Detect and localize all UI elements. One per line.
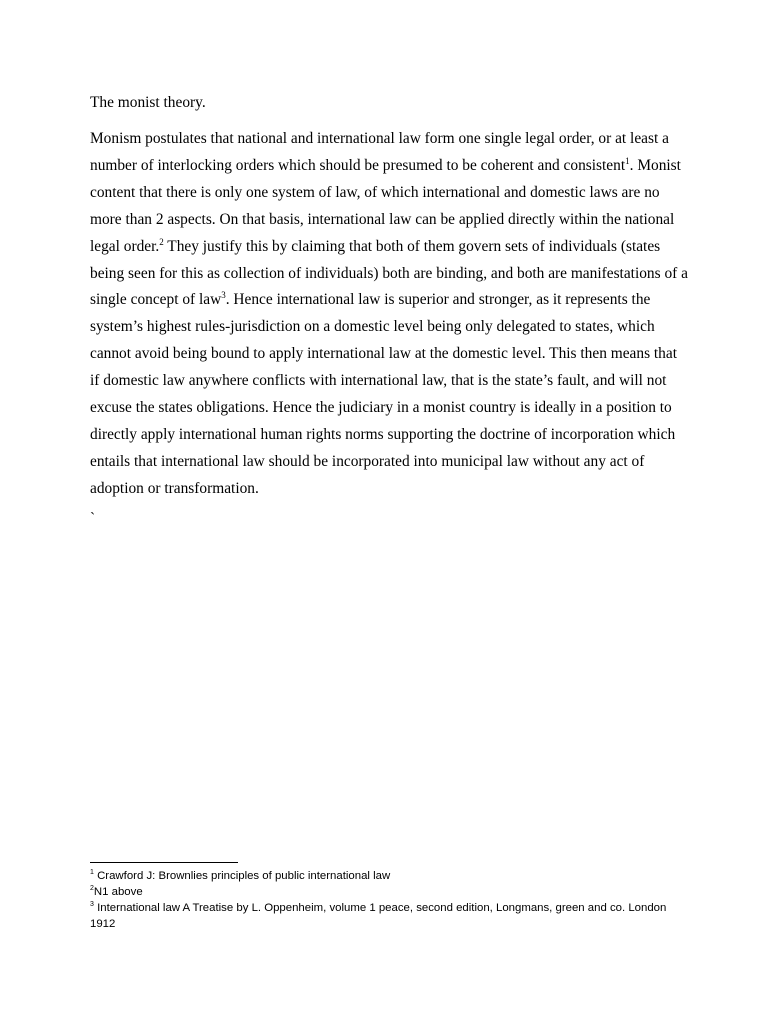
footnote-text: N1 above (93, 886, 143, 898)
footnote-ref-2[interactable]: 2 (159, 236, 164, 247)
paragraph-line (90, 153, 690, 180)
line-text: Monism postulates that national and international law form one single legal order, or at least a (90, 130, 669, 147)
footnote-number: 1 (90, 869, 94, 877)
body-text (90, 92, 690, 503)
paragraph-line (90, 126, 690, 153)
section-heading: The monist theory. (90, 94, 206, 111)
paragraph-line (90, 341, 690, 368)
line-text: They justify this by claiming that both of them govern sets of individuals (states (163, 237, 661, 255)
paragraph-line (90, 287, 690, 314)
line-text: cannot avoid being bound to apply international law at the domestic level. This then means that (90, 345, 677, 363)
line-text: entails that international law should be incorporated into municipal law without any act of (90, 452, 645, 470)
paragraph-line (90, 476, 690, 503)
footnotes (90, 868, 690, 932)
line-text: directly apply international human rights norms supporting the doctrine of incorporation which (90, 425, 676, 443)
footnote-text: 1912 (90, 918, 116, 930)
line-text: system’s highest rules-jurisdiction on a domestic level being only delegated to states, which (90, 318, 655, 336)
line-text: adoption or transformation. (90, 479, 259, 497)
paragraph-line (90, 180, 690, 207)
main-paragraph (90, 126, 690, 503)
paragraph-line (90, 234, 690, 261)
footnote-3 (90, 900, 690, 916)
footnote-text: Crawford J: Brownlies principles of public international law (93, 870, 391, 882)
paragraph-line (90, 261, 690, 288)
paragraph-line (90, 207, 690, 234)
line-text: . Hence international law is superior and stronger, as it represents the (225, 291, 651, 309)
footnote-ref-3[interactable]: 3 (221, 290, 226, 301)
line-text: if domestic law anywhere conflicts with international law, that is the state’s fault, and will not (90, 372, 667, 390)
footnote-text: International law A Treatise by L. Oppenheim, volume 1 peace, second edition, Longmans, green and co. London (93, 902, 667, 914)
paragraph-line (90, 368, 690, 395)
footnote-number: 2 (90, 885, 94, 893)
footnote-3-continuation (90, 916, 690, 932)
footnote-separator (90, 862, 238, 863)
footnote-ref-1[interactable]: 1 (625, 155, 630, 166)
line-text: being seen for this as collection of individuals) both are binding, and both are manifestations of a (90, 264, 688, 282)
line-text: legal order. (90, 237, 160, 255)
stray-mark: ` (90, 510, 96, 527)
line-text: . Monist (629, 156, 681, 174)
paragraph-line (90, 449, 690, 476)
line-text: number of interlocking orders which should be presumed to be coherent and consistent (90, 156, 626, 174)
line-text: content that there is only one system of law, of which international and domestic laws are no (90, 183, 660, 201)
paragraph-line (90, 314, 690, 341)
footnote-1 (90, 868, 690, 884)
paragraph-line (90, 395, 690, 422)
footnote-2 (90, 884, 690, 900)
footnote-number: 3 (90, 901, 94, 909)
line-text: excuse the states obligations. Hence the judiciary in a monist country is ideally in a position to (90, 399, 672, 417)
paragraph-line (90, 422, 690, 449)
line-text: more than 2 aspects. On that basis, international law can be applied directly within the national (90, 210, 675, 228)
line-text: single concept of law (90, 291, 222, 309)
